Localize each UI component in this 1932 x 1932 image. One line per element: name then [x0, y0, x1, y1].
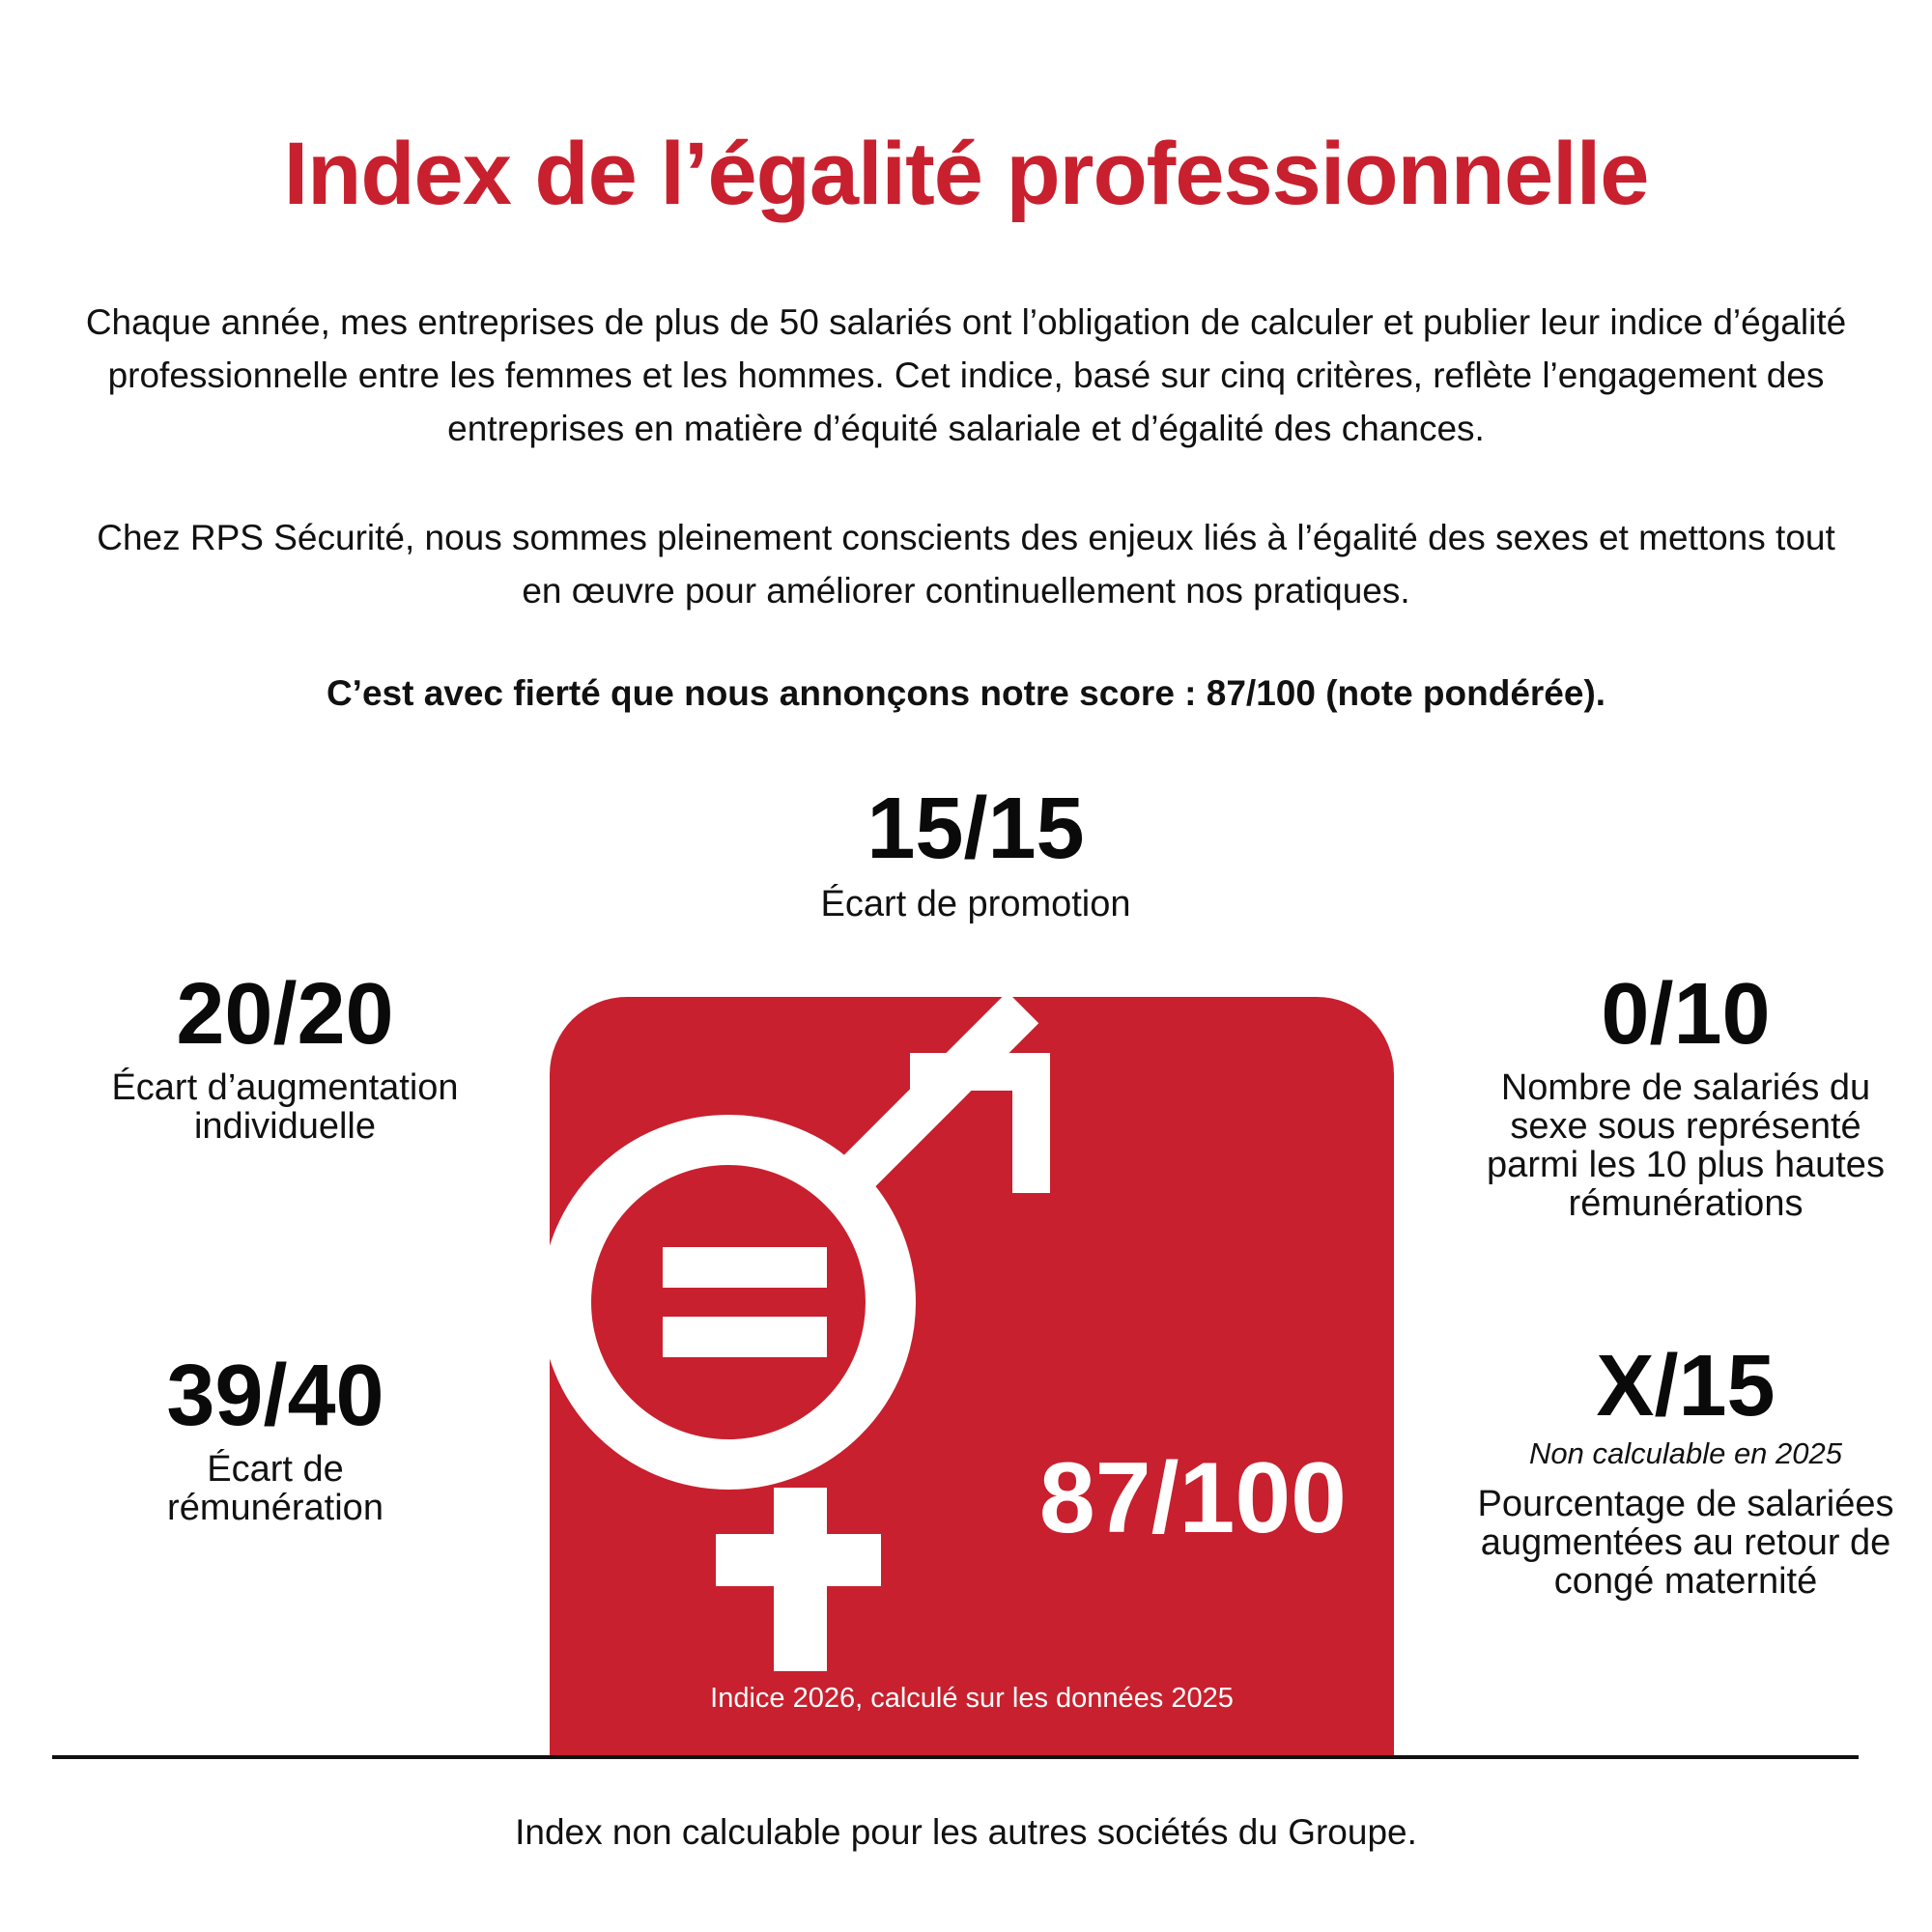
- total-score: 87/100: [1038, 1442, 1347, 1554]
- divider: [52, 1755, 1859, 1759]
- score-announcement: C’est avec fierté que nous annonçons notre score : 87/100 (note pondérée).: [326, 673, 1606, 713]
- criterion-label: Écart de promotion: [820, 884, 1131, 924]
- intro-paragraph-2: Chez RPS Sécurité, nous sommes pleinement conscients des enjeux liés à l’égalité des sexes et mettons tout en œuvre pour améliorer continuellement nos pratiques.: [97, 518, 1835, 611]
- criterion-promotion: [773, 781, 1179, 923]
- criterion-score: 15/15: [867, 781, 1085, 877]
- criterion-score: 39/40: [166, 1348, 384, 1444]
- criterion-label: Pourcentage de salariées augmentées au retour de congé maternité: [1477, 1484, 1894, 1602]
- intro-paragraph-1: Chaque année, mes entreprises de plus de 50 salariés ont l’obligation de calculer et publier leur indice d’égalité professionnelle entre les femmes et les hommes. Cet indice, basé sur cinq critères, reflète l’engagement des entreprises en matière d’équité salariale et d’égalité des chances.: [85, 302, 1847, 448]
- criterion-remuneration: [106, 1348, 444, 1527]
- panel-note: Indice 2026, calculé sur les données 2025: [710, 1683, 1234, 1714]
- criterion-label: Écart de rémunération: [167, 1449, 384, 1528]
- criterion-label: Écart d’augmentation individuelle: [111, 1067, 459, 1147]
- criterion-score: X/15: [1596, 1338, 1776, 1435]
- footer-note: Index non calculable pour les autres sociétés du Groupe.: [515, 1812, 1417, 1852]
- criterion-label: Nombre de salariés du sexe sous représenté parmi les 10 plus hautes rémunérations: [1487, 1067, 1885, 1224]
- criterion-note: Non calculable en 2025: [1528, 1436, 1843, 1470]
- criterion-maternite: [1468, 1338, 1903, 1601]
- score-panel: [550, 997, 1394, 1758]
- criterion-score: 0/10: [1601, 966, 1771, 1063]
- criterion-top10: [1468, 966, 1903, 1223]
- criterion-augmentation: [106, 966, 464, 1146]
- criterion-score: 20/20: [176, 966, 394, 1063]
- page-title: Index de l’égalité professionnelle: [283, 125, 1649, 223]
- gender-equality-icon: [550, 997, 1394, 1758]
